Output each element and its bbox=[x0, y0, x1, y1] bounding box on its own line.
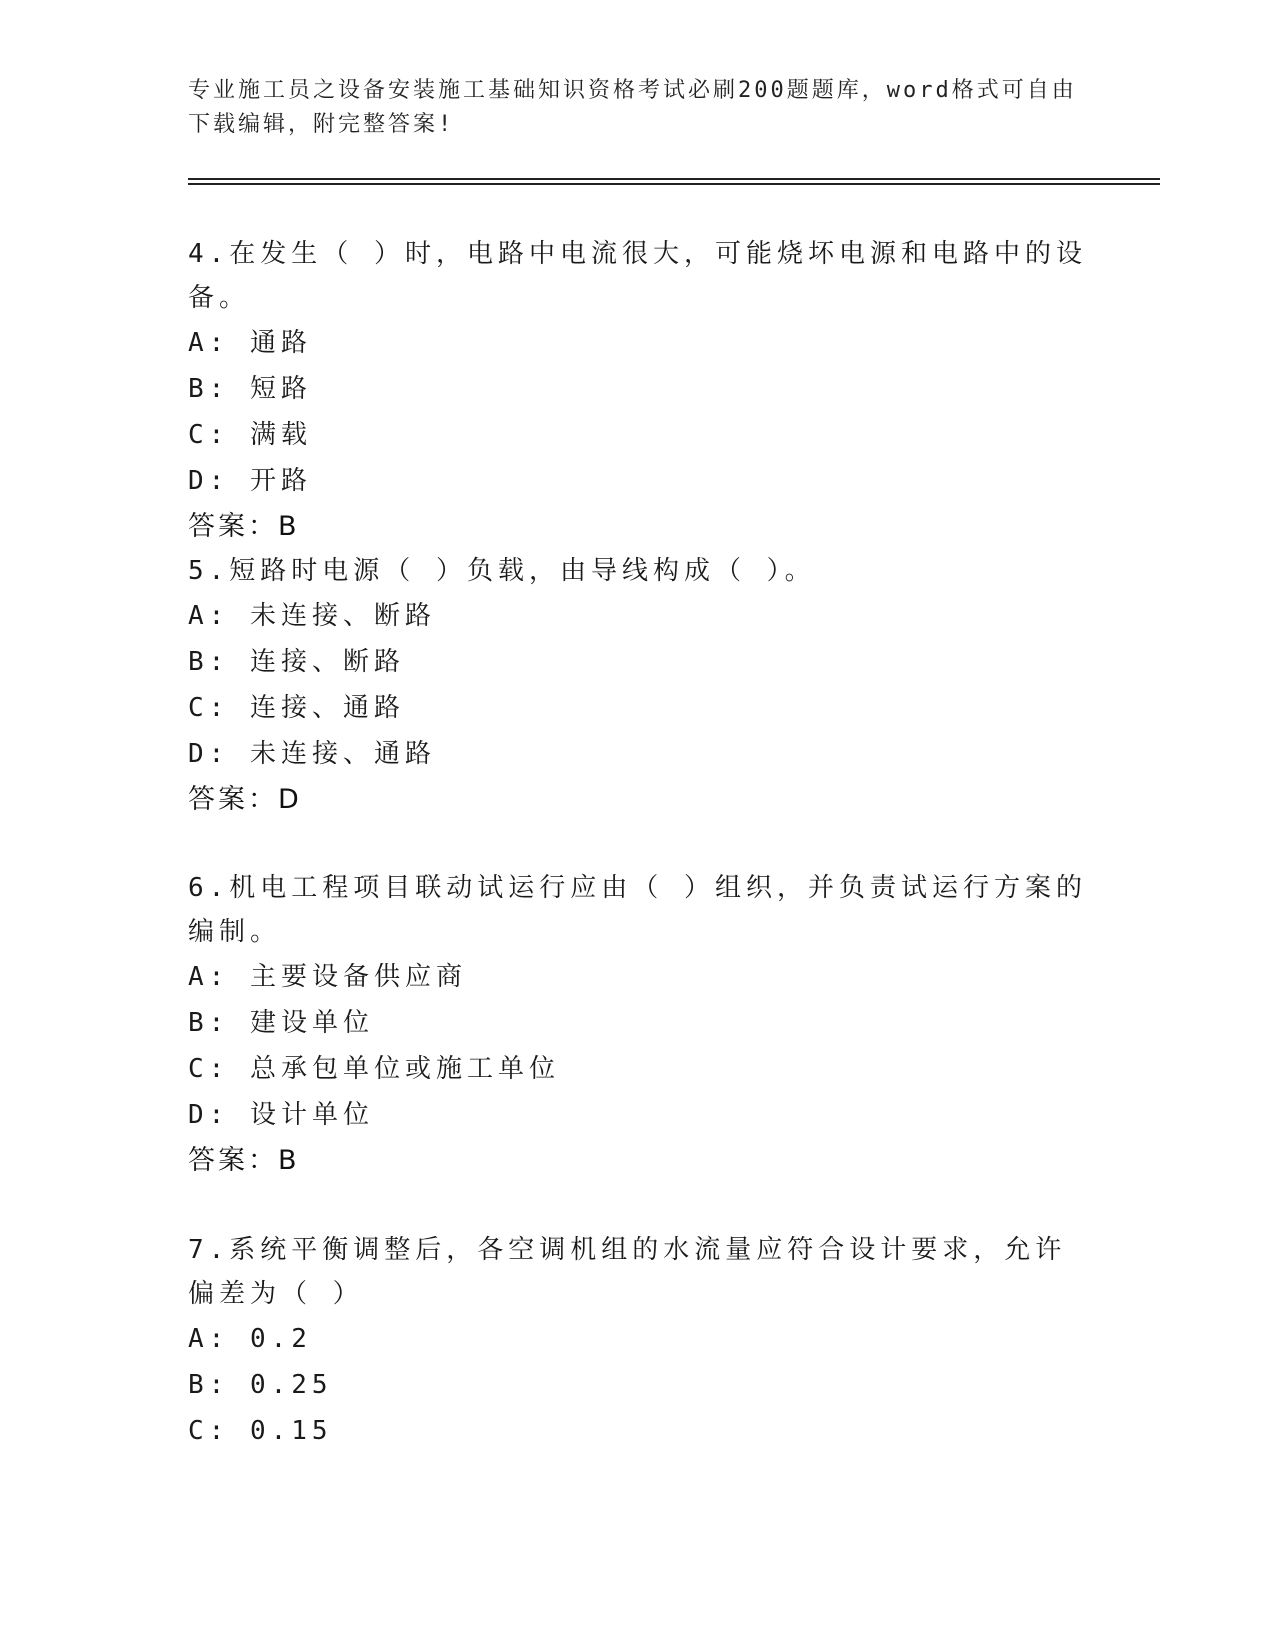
option-b: B: 建设单位 bbox=[188, 1008, 374, 1038]
question-text: 4.在发生（ ）时，电路中电流很大，可能烧坏电源和电路中的设备。 bbox=[188, 239, 1087, 313]
answer: 答案：B bbox=[188, 511, 300, 542]
question-text: 7.系统平衡调整后，各空调机组的水流量应符合设计要求，允许偏差为（ ） bbox=[188, 1235, 1067, 1309]
header-rule-bottom bbox=[188, 183, 1160, 185]
question-5 bbox=[188, 549, 1088, 823]
option-d: D: 未连接、通路 bbox=[188, 739, 436, 769]
option-c: C: 总承包单位或施工单位 bbox=[188, 1054, 560, 1084]
document-header: 专业施工员之设备安装施工基础知识资格考试必刷200题题库，word格式可自由下载编辑，附完整答案! bbox=[188, 78, 1077, 137]
question-text: 6.机电工程项目联动试运行应由（ ）组织，并负责试运行方案的编制。 bbox=[188, 873, 1087, 947]
answer: 答案：D bbox=[188, 784, 302, 815]
option-a: A: 未连接、断路 bbox=[188, 601, 436, 631]
option-c: C: 连接、通路 bbox=[188, 693, 405, 723]
answer: 答案：B bbox=[188, 1145, 300, 1176]
option-b: B: 0.25 bbox=[188, 1370, 333, 1400]
question-text: 5.短路时电源（ ）负载，由导线构成（ ）。 bbox=[188, 556, 816, 586]
option-b: B: 连接、断路 bbox=[188, 647, 405, 677]
option-c: C: 0.15 bbox=[188, 1416, 333, 1446]
option-a: A: 主要设备供应商 bbox=[188, 962, 467, 992]
header-rule-top bbox=[188, 178, 1160, 180]
option-a: A: 0.2 bbox=[188, 1324, 312, 1354]
option-d: D: 设计单位 bbox=[188, 1100, 374, 1130]
question-7 bbox=[188, 1228, 1088, 1454]
question-4 bbox=[188, 232, 1088, 550]
option-a: A: 通路 bbox=[188, 328, 312, 358]
option-c: C: 满载 bbox=[188, 420, 312, 450]
option-d: D: 开路 bbox=[188, 466, 312, 496]
question-6 bbox=[188, 866, 1088, 1184]
option-b: B: 短路 bbox=[188, 374, 312, 404]
